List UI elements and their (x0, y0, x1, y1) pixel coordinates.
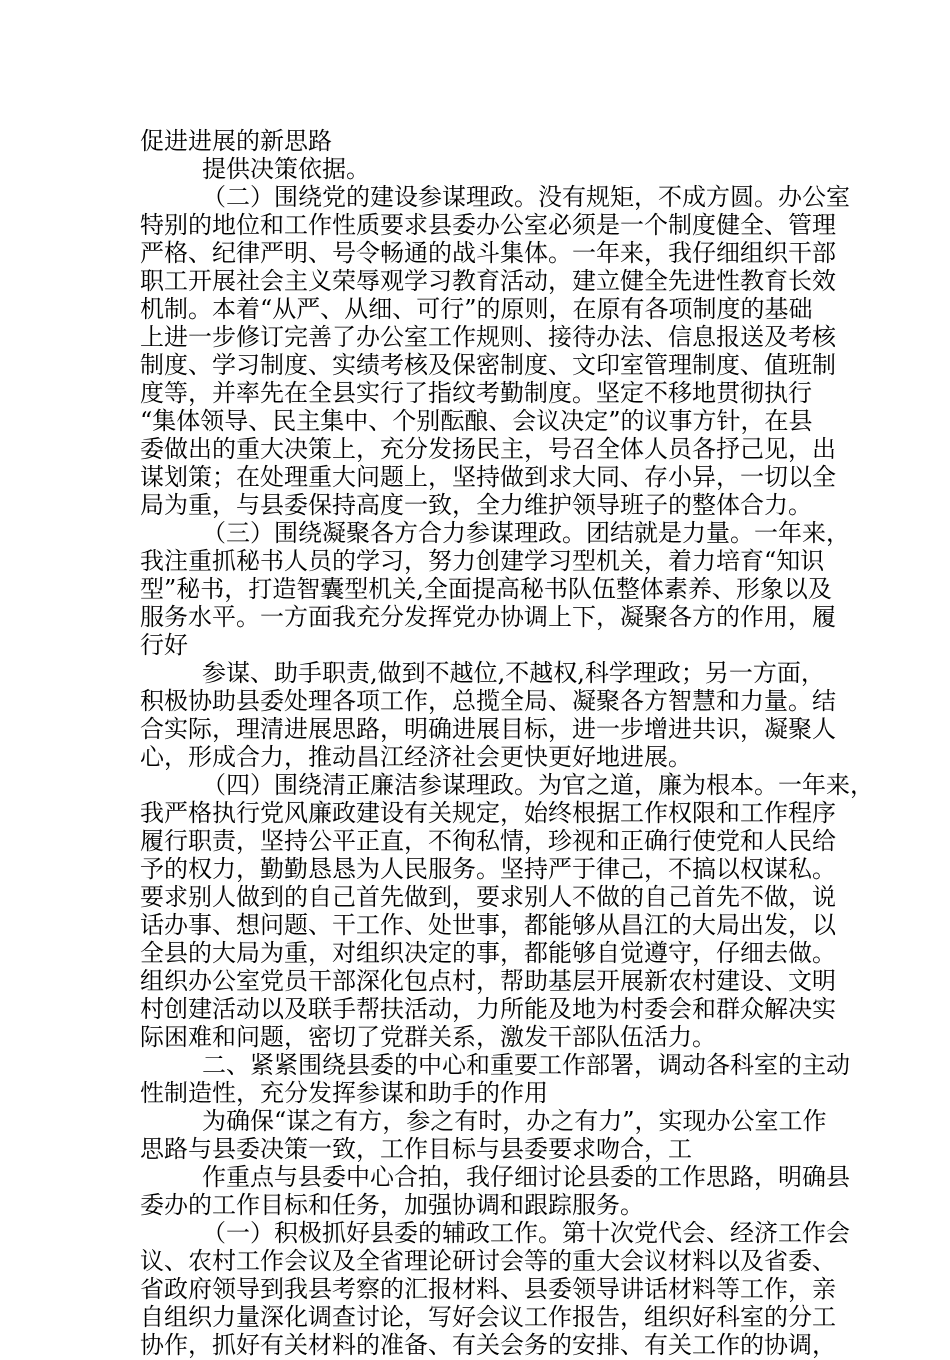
paragraph-first-line: （二）围绕党的建设参谋理政。没有规矩，不成方圆。办公室 (202, 183, 850, 211)
text-line: 予的权力，勤勤恳恳为人民服务。坚持严于律己，不搞以权谋私。 (140, 855, 836, 883)
text-line: 话办事、想问题、干工作、处世事，都能够从昌江的大局出发，以 (140, 911, 836, 939)
text-line: 提供决策依据。 (202, 155, 370, 183)
text-line: 我注重抓秘书人员的学习，努力创建学习型机关，着力培育“知识 (140, 547, 825, 575)
text-line: 促进进展的新思路 (140, 127, 332, 155)
text-line: 自组织力量深化调查讨论，写好会议工作报告，组织好科室的分工 (140, 1303, 836, 1331)
text-line: 局为重，与县委保持高度一致，全力维护领导班子的整体合力。 (140, 491, 812, 519)
paragraph-first-line: （一）积极抓好县委的辅政工作。第十次党代会、经济工作会 (202, 1219, 850, 1247)
text-line: 委办的工作目标和任务，加强协调和跟踪服务。 (140, 1191, 644, 1219)
text-line: 特别的地位和工作性质要求县委办公室必须是一个制度健全、管理 (140, 211, 836, 239)
text-line: 省政府领导到我县考察的汇报材料、县委领导讲话材料等工作，亲 (140, 1275, 836, 1303)
text-line: 我严格执行党风廉政建设有关规定，始终根据工作权限和工作程序 (140, 799, 836, 827)
text-line: 职工开展社会主义荣辱观学习教育活动，建立健全先进性教育长效 (140, 267, 836, 295)
text-line: 际困难和问题，密切了党群关系，激发干部队伍活力。 (140, 1023, 716, 1051)
text-line: 协作，抓好有关材料的准备、有关会务的安排、有关工作的协调， (140, 1331, 836, 1359)
text-line: 服务水平。一方面我充分发挥党办协调上下，凝聚各方的作用，履 (140, 603, 836, 631)
paragraph-first-line: 为确保“谋之有方，参之有时，办之有力”，实现办公室工作 (202, 1107, 827, 1135)
text-line: 上进一步修订完善了办公室工作规则、接待办法、信息报送及考核 (140, 323, 836, 351)
text-line: 机制。本着“从严、从细、可行”的原则，在原有各项制度的基础 (140, 295, 813, 323)
text-line: 组织办公室党员干部深化包点村，帮助基层开展新农村建设、文明 (140, 967, 836, 995)
text-line: 议、农村工作会议及全省理论研讨会等的重大会议材料以及省委、 (140, 1247, 836, 1275)
text-line: 制度、学习制度、实绩考核及保密制度、文印室管理制度、值班制 (140, 351, 836, 379)
section-heading: 二、紧紧围绕县委的中心和重要工作部署，调动各科室的主动 (202, 1051, 850, 1079)
text-line: 作重点与县委中心合拍，我仔细讨论县委的工作思路，明确县 (202, 1163, 850, 1191)
text-line: 型”秘书，打造智囊型机关,全面提高秘书队伍整体素养、形象以及 (140, 575, 832, 603)
text-line: 要求别人做到的自己首先做到，要求别人不做的自己首先不做，说 (140, 883, 836, 911)
text-line: 委做出的重大决策上，充分发扬民主，号召全体人员各抒己见，出 (140, 435, 836, 463)
paragraph-first-line: （四）围绕清正廉洁参谋理政。为官之道，廉为根本。一年来， (202, 771, 874, 799)
text-line: 全县的大局为重，对组织决定的事，都能够自觉遵守，仔细去做。 (140, 939, 836, 967)
text-line: 村创建活动以及联手帮扶活动，力所能及地为村委会和群众解决实 (140, 995, 836, 1023)
text-line: 行好 (140, 631, 188, 659)
text-line: 心，形成合力，推动昌江经济社会更快更好地进展。 (140, 743, 692, 771)
paragraph-first-line: 参谋、助手职责,做到不越位,不越权,科学理政；另一方面， (202, 659, 825, 687)
paragraph-first-line: （三）围绕凝聚各方合力参谋理政。团结就是力量。一年来， (202, 519, 850, 547)
text-line: “集体领导、民主集中、个别酝酿、会议决定”的议事方针，在县 (140, 407, 813, 435)
section-heading: 性制造性，充分发挥参谋和助手的作用 (140, 1079, 548, 1107)
text-line: 严格、纪律严明、号令畅通的战斗集体。一年来，我仔细组织干部 (140, 239, 836, 267)
text-line: 积极协助县委处理各项工作，总揽全局、凝聚各方智慧和力量。结 (140, 687, 836, 715)
text-line: 合实际，理清进展思路，明确进展目标，进一步增进共识，凝聚人 (140, 715, 836, 743)
text-line: 思路与县委决策一致，工作目标与县委要求吻合，工 (140, 1135, 692, 1163)
text-line: 履行职责，坚持公平正直，不徇私情，珍视和正确行使党和人民给 (140, 827, 836, 855)
text-line: 谋划策；在处理重大问题上，坚持做到求大同、存小异，一切以全 (140, 463, 836, 491)
text-line: 度等，并率先在全县实行了指纹考勤制度。坚定不移地贯彻执行 (140, 379, 812, 407)
